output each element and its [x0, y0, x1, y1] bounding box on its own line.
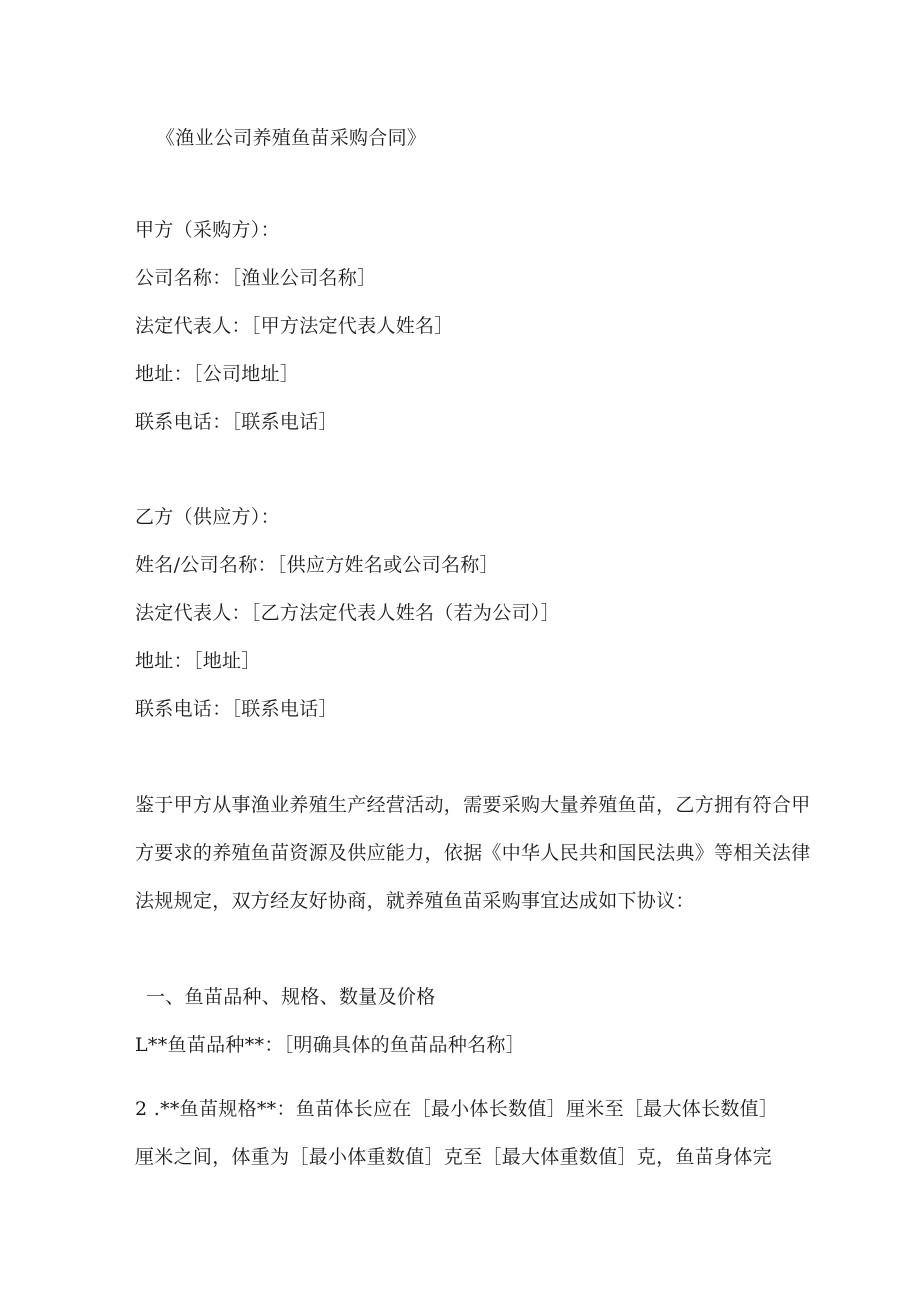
party-a-heading: 甲方（采购方）：: [135, 219, 280, 241]
party-a-legal-rep: 法定代表人：［甲方法定代表人姓名］: [135, 315, 454, 337]
section-1-heading: 一、鱼苗品种、规格、数量及价格: [146, 986, 436, 1008]
section-1-item-2: 2 .**鱼苗规格**：鱼苗体长应在［最小体长数值］厘米至［最大体长数值］: [135, 1098, 779, 1120]
document-title: 《渔业公司养殖鱼苗采购合同》: [156, 127, 427, 149]
section-1-item-2-cont: 厘米之间，体重为［最小体重数值］克至［最大体重数值］克，鱼苗身体完: [135, 1146, 772, 1168]
preamble-line-2: 方要求的养殖鱼苗资源及供应能力，依据《中华人民共和国民法典》等相关法律: [135, 842, 811, 864]
party-a-address: 地址：［公司地址］: [135, 363, 300, 385]
party-b-heading: 乙方（供应方）：: [135, 506, 280, 528]
party-a-company-name: 公司名称：［渔业公司名称］: [135, 267, 377, 289]
party-a-phone: 联系电话：［联系电话］: [135, 411, 338, 433]
party-b-legal-rep: 法定代表人：［乙方法定代表人姓名（若为公司）］: [135, 602, 560, 624]
preamble-line-1: 鉴于甲方从事渔业养殖生产经营活动，需要采购大量养殖鱼苗，乙方拥有符合甲: [135, 794, 811, 816]
party-b-name: 姓名/公司名称：［供应方姓名或公司名称］: [135, 554, 499, 576]
preamble-line-3: 法规规定，双方经友好协商，就养殖鱼苗采购事宜达成如下协议：: [135, 890, 695, 912]
party-b-phone: 联系电话：［联系电话］: [135, 698, 338, 720]
party-b-address: 地址：［地址］: [135, 650, 261, 672]
section-1-item-1: L**鱼苗品种**：［明确具体的鱼苗品种名称］: [135, 1034, 526, 1056]
